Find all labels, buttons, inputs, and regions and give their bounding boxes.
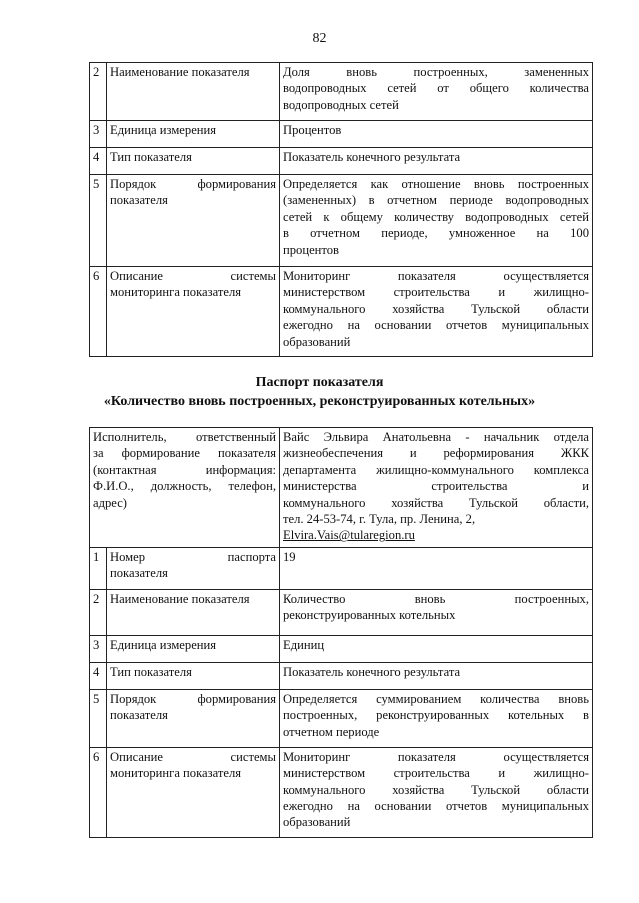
executor-label-line: (контактная информация:	[93, 462, 276, 477]
row-label	[107, 267, 280, 357]
row-value	[280, 148, 593, 175]
value-line: водопроводных сетей от общего количества	[283, 81, 589, 96]
label-line: Описание системы	[110, 749, 276, 764]
label-line: Единица измерения	[110, 637, 217, 652]
row-value	[280, 175, 593, 267]
executor-row	[90, 428, 593, 548]
value-line: образований	[283, 815, 351, 830]
label-line: Тип показателя	[110, 664, 192, 679]
value-line: министерством строительства и жилищно-	[283, 766, 589, 781]
value-line: Показатель конечного результата	[283, 664, 461, 679]
value-line: отчетном периоде	[283, 724, 380, 739]
executor-value-line: Вайс Эльвира Анатольевна - начальник отдела	[283, 430, 589, 444]
page-number: 82	[312, 31, 327, 46]
label-line: Описание системы	[110, 269, 276, 283]
indicator-table-2	[89, 427, 593, 838]
label-line: Тип показателя	[110, 150, 192, 164]
passport-title: Паспорт показателя	[255, 375, 384, 390]
table-row	[90, 63, 593, 121]
table-row	[90, 747, 593, 837]
value-line: коммунального хозяйства Тульской области	[283, 782, 589, 797]
row-label	[107, 589, 280, 635]
executor-value-line: жизнеобеспечения и реформирования ЖКК	[283, 446, 589, 461]
value-line: Мониторинг показателя осуществляется	[283, 269, 589, 283]
value-line: образований	[283, 334, 351, 349]
executor-value-line: тел. 24-53-74, г. Тула, пр. Ленина, 2,	[283, 512, 476, 527]
label-line: Единица измерения	[110, 123, 217, 137]
passport-subtitle: «Количество вновь построенных, реконструированных котельных»	[103, 394, 536, 409]
indicator-table-1	[89, 62, 593, 357]
row-value	[280, 267, 593, 357]
label-line: Наименование показателя	[110, 65, 250, 79]
row-value	[280, 589, 593, 635]
table-row	[90, 547, 593, 589]
row-number: 3	[90, 635, 107, 662]
row-value	[280, 121, 593, 148]
label-line: показателя	[110, 193, 168, 208]
row-value	[280, 63, 593, 121]
value-line: водопроводных сетей	[283, 97, 399, 112]
value-line: реконструированных котельных	[283, 608, 456, 623]
row-label	[107, 121, 280, 148]
value-line: Показатель конечного результата	[283, 150, 461, 164]
row-number: 6	[90, 267, 107, 357]
table-row	[90, 121, 593, 148]
row-label	[107, 63, 280, 121]
label-line: мониторинга показателя	[110, 285, 242, 300]
row-label	[107, 148, 280, 175]
row-value	[280, 662, 593, 689]
value-line: ежегодно на основании отчетов муниципальных	[283, 799, 589, 814]
value-line: Определяется суммированием количества вновь	[283, 691, 589, 706]
value-line: 19	[283, 549, 296, 564]
row-number: 5	[90, 689, 107, 747]
table-row	[90, 662, 593, 689]
value-line: Количество вновь построенных,	[283, 591, 589, 606]
row-number: 1	[90, 547, 107, 589]
value-line: Мониторинг показателя осуществляется	[283, 749, 589, 764]
executor-label	[90, 428, 280, 548]
label-line: мониторинга показателя	[110, 766, 242, 781]
row-number: 6	[90, 747, 107, 837]
row-value	[280, 689, 593, 747]
row-number: 4	[90, 662, 107, 689]
row-number: 5	[90, 175, 107, 267]
value-line: Единиц	[283, 637, 325, 652]
executor-label-line: Ф.И.О., должность, телефон,	[93, 479, 276, 494]
label-line: Наименование показателя	[110, 591, 250, 606]
executor-label-line: Исполнитель, ответственный	[93, 430, 276, 444]
value-line: министерством строительства и жилищно-	[283, 285, 589, 300]
row-value	[280, 635, 593, 662]
value-line: построенных, реконструированных котельных в	[283, 708, 589, 723]
row-label	[107, 689, 280, 747]
executor-value	[280, 428, 593, 548]
table-row	[90, 175, 593, 267]
row-label	[107, 662, 280, 689]
value-line: ежегодно на основании отчетов муниципальных	[283, 318, 589, 333]
value-line: в отчетном периоде, умноженное на 100	[283, 226, 589, 241]
table-row	[90, 689, 593, 747]
row-number: 2	[90, 589, 107, 635]
label-line: показателя	[110, 708, 168, 723]
row-number: 3	[90, 121, 107, 148]
value-line: процентов	[283, 242, 339, 257]
executor-label-line: за формирование показателя	[93, 446, 276, 461]
row-label	[107, 635, 280, 662]
label-line: Номер паспорта	[110, 549, 276, 564]
table-row	[90, 267, 593, 357]
row-label	[107, 175, 280, 267]
value-line: (замененных) в отчетном периоде водопроводных	[283, 193, 589, 208]
row-value	[280, 747, 593, 837]
row-label	[107, 747, 280, 837]
table-row	[90, 635, 593, 662]
executor-email-link[interactable]: Elvira.Vais@tularegion.ru	[283, 528, 415, 543]
table-row	[90, 589, 593, 635]
row-number: 2	[90, 63, 107, 121]
row-number: 4	[90, 148, 107, 175]
value-line: Доля вновь построенных, замененных	[283, 65, 589, 79]
label-line: Порядок формирования	[110, 691, 276, 706]
executor-value-line: коммунального хозяйства Тульской области,	[283, 495, 589, 510]
row-value	[280, 547, 593, 589]
label-line: Порядок формирования	[110, 177, 276, 191]
executor-label-line: адрес)	[93, 495, 127, 510]
value-line: сетей к общему количеству водопроводных сетей	[283, 209, 589, 224]
table-row	[90, 148, 593, 175]
value-line: Определяется как отношение вновь построенных	[283, 177, 589, 191]
label-line: показателя	[110, 566, 168, 581]
executor-value-line: департамента жилищно-коммунального комплекса	[283, 462, 589, 477]
value-line: Процентов	[283, 123, 342, 137]
value-line: коммунального хозяйства Тульской области	[283, 301, 589, 316]
row-label	[107, 547, 280, 589]
executor-value-line: министерства строительства и	[283, 479, 589, 494]
